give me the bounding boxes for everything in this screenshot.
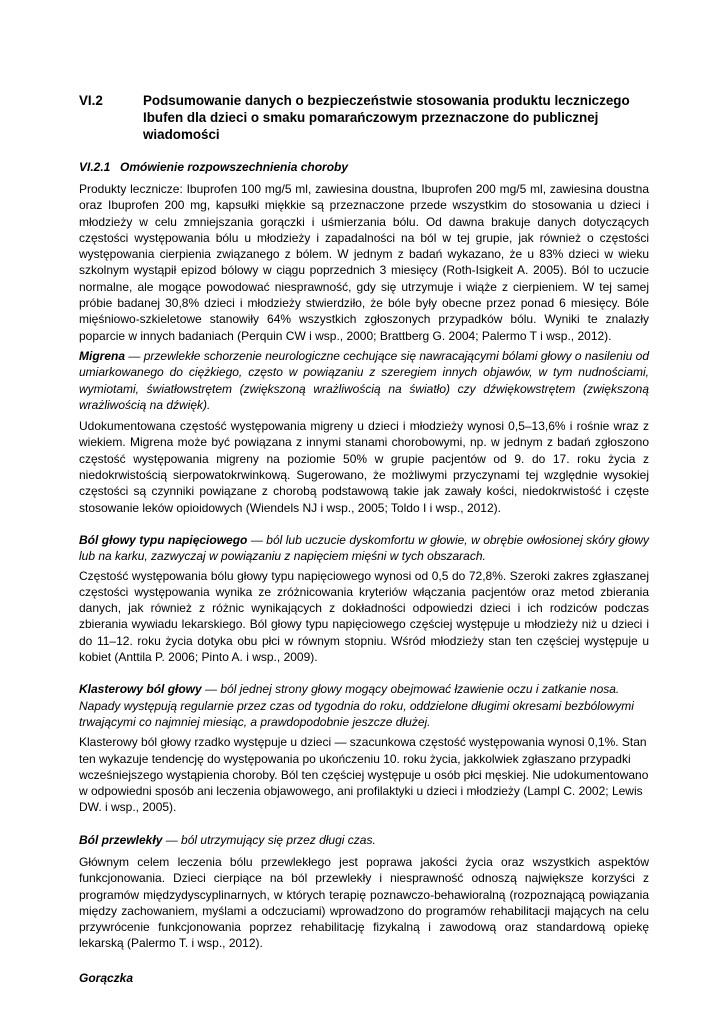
tension-definition-text: — ból lub uczucie dyskomfortu w głowie, w obrębie owłosionej skóry głowy lub na karku, zazwyczaj w powiązaniu z napięciem mięśni w tych obszarach. (79, 532, 649, 564)
cluster-definition (79, 681, 649, 730)
chronic-paragraph: Głównym celem leczenia bólu przewlekłego jest poprawa jakości życia oraz wszystkich aspektów funkcjonowania. Dzieci cierpiące na ból przewlekły i niesprawność odnoszą największe korzyści z programów międzydyscyplinarnych, w których terapię poznawczo-behawioralną (rozpoznającą powiązania między zachowaniem, myślami a odczuciami) wprowadzono do programów rehabilitacji mających na celu przywrócenie funkcjonowania poprzez rehabilitację fizykalną i zawodową oraz standardową opiekę lekarską (Palermo T. i wsp., 2012). (79, 854, 649, 951)
cluster-paragraph: Klasterowy ból głowy rzadko występuje u dzieci — szacunkowa częstość występowania wynosi 0,1%. Stan ten wykazuje tendencję do występowania po ukończeniu 10. roku życia, jakkolwiek zgłaszano przypadki wcześniejszego wystąpienia choroby. Ból ten częściej występuje u osób płci męskiej. Nie udokumentowano w odpowiedni sposób ani leczenia objawowego, ani profilaktyki u dzieci i młodzieży (Lampl C. 2002; Lewis DW. i wsp., 2005). (79, 735, 649, 815)
subsection-heading (79, 159, 649, 175)
subsection-title: Omówienie rozpowszechnienia choroby (120, 160, 349, 174)
migraine-term: Migrena (79, 348, 126, 363)
tension-term: Ból głowy typu napięciowego (79, 532, 248, 547)
section-title: Podsumowanie danych o bezpieczeństwie stosowania produktu leczniczego Ibufen dla dzieci o smaku pomarańczowym przeznaczone do publicznej wiadomości (143, 93, 630, 142)
migraine-paragraph: Udokumentowana częstość występowania migreny u dzieci i młodzieży wynosi 0,5–13,6% i rośnie wraz z wiekiem. Migrena może być powiązana z innymi stanami chorobowymi, np. w jednym z badań zgłoszono częstość występowania migreny na poziomie 50% w grupie pacjentów od 9. do 17. roku życia z niedokrwistością sierpowatokrwinkową. Sugerowano, że możliwymi przyczynami tej względnie wysokiej częstości są czynniki powiązane z chorobą podstawową takie jak zawały kości, niedokrwistość i częste stosowanie leków opioidowych (Wiendels NJ i wsp., 2005; Toldo I i wsp., 2012). (79, 419, 649, 515)
chronic-definition-text: — ból utrzymujący się przez długi czas. (162, 832, 376, 847)
migraine-definition (79, 348, 649, 413)
fever-heading: Gorączka (79, 970, 134, 985)
subsection-number: VI.2.1 (79, 160, 111, 174)
tension-definition (79, 532, 649, 565)
chronic-definition (79, 832, 649, 848)
cluster-definition-text: — ból jednej strony głowy mogący obejmować łzawienie oczu i zatkanie nosa. Napady występują regularnie przez czas od tygodnia do roku, oddzielone długimi okresami bezbólowymi trwającymi co najmniej miesiąc, a prawdopodobnie jeszcze dłużej. (79, 682, 634, 729)
cluster-term: Klasterowy ból głowy (79, 682, 202, 697)
chronic-term: Ból przewlekły (79, 832, 163, 847)
document-page (79, 92, 649, 986)
intro-paragraph: Produkty lecznicze: Ibuprofen 100 mg/5 ml, zawiesina doustna, Ibuprofen 200 mg/5 ml, zawiesina doustna oraz Ibuprofen 200 mg, kapsułki miękkie są przeznaczone przede wszystkim do stosowania u dzieci i młodzieży w celu zmniejszania gorączki i uśmierzania bólu. Od dawna brakuje danych dotyczących częstości występowania bólu u młodzieży i zapadalności na ból w tej grupie, jak również o częstości występowania cierpienia związanego z bólem. W jednym z badań wykazano, że u 83% dzieci w wieku szkolnym wystąpił epizod bólowy w ciągu poprzednich 3 miesięcy (Roth-Isigkeit A. 2005). Ból to uczucie normalne, ale mogące powodować niesprawność, gdy się utrzymuje i wiąże z cierpieniem. W tej samej próbie badanej 30,8% dzieci i młodzieży stwierdziło, że bóle były obecne przez ponad 6 miesięcy. Bóle mięśniowo-szkieletowe stanowiły 64% wszystkich zgłoszonych przypadków bólu. Wyniki te znalazły poparcie w innych badaniach (Perquin CW i wsp., 2000; Brattberg G. 2004; Palermo T i wsp., 2012). (79, 182, 649, 343)
section-number: VI.2 (79, 93, 103, 108)
section-heading (79, 92, 649, 143)
tension-paragraph: Częstość występowania bólu głowy typu napięciowego wynosi od 0,5 do 72,8%. Szeroki zakres zgłaszanej częstości występowania wynika ze zróżnicowania kryteriów włączania pacjentów oraz metod zbierania danych, jak również z różnic wynikających z dokładności odpowiedzi dzieci i ich rodziców podczas zbierania wywiadu lekarskiego. Ból głowy typu napięciowego częściej występuje u młodzieży niż u dzieci i do 11–12. roku życia dotyka obu płci w równym stopniu. Wśród młodzieży stan ten częściej występuje u kobiet (Anttila P. 2006; Pinto A. i wsp., 2009). (79, 568, 649, 665)
migraine-definition-text: — przewlekłe schorzenie neurologiczne cechujące się nawracającymi bólami głowy o nasileniu od umiarkowanego do ciężkiego, często w powiązaniu z szeregiem innych objawów, w tym nudnościami, wymiotami, światłowstrętem (zwiększoną wrażliwością na światło) czy dźwiękowstrętem (zwiększoną wrażliwością na dźwięk). (79, 348, 649, 412)
